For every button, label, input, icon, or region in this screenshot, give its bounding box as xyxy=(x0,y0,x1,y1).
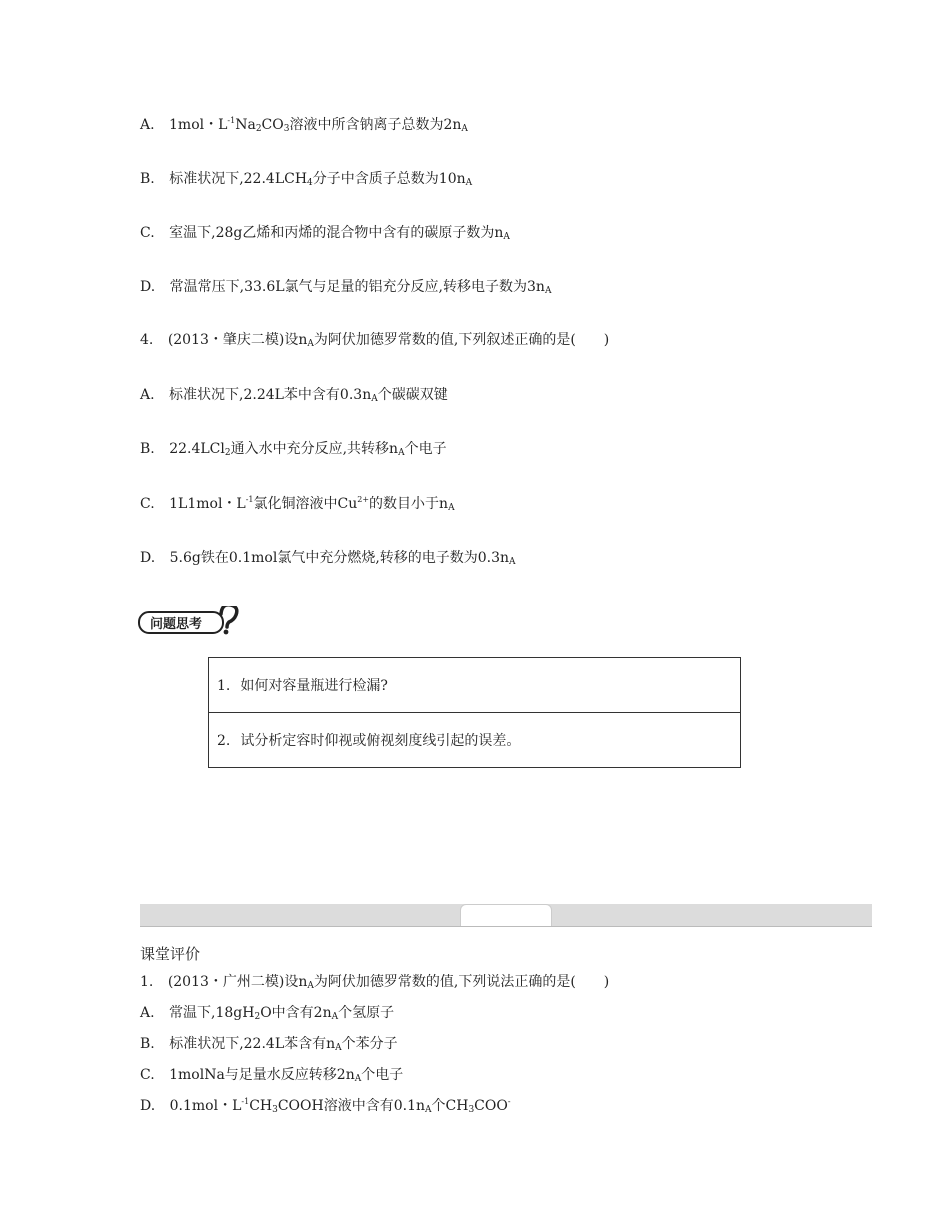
eval-option-d xyxy=(140,1097,511,1115)
eval-option-a xyxy=(140,1004,394,1022)
option-text: 标准状况下$,22.4LCH_4$分子中含质子总数为$10n_A$ xyxy=(169,171,473,188)
table-row xyxy=(209,658,741,713)
option-label: B. xyxy=(140,171,155,187)
option-label: D. xyxy=(140,1098,156,1114)
option-text: 1L1mol・$L^{-1}$氯化铜溶液中$Cu^{2+}$的数目小于$n_A$ xyxy=(169,495,455,513)
question-text: (2013・肇庆二模)设$n_A$为阿伏加德罗常数的值,下列叙述正确的是( ) xyxy=(167,332,610,349)
thinking-question-1 xyxy=(209,658,741,713)
option-label: C. xyxy=(140,1067,155,1083)
option-label: A. xyxy=(140,117,155,133)
q4-option-d xyxy=(140,549,516,567)
thinking-question-2 xyxy=(209,713,741,768)
option-text: 室温下,28g乙烯和丙烯的混合物中含有的碳原子数为$n_A$ xyxy=(169,225,510,242)
eval-option-c xyxy=(140,1066,403,1084)
option-label: B. xyxy=(140,441,155,457)
question-number: 1. xyxy=(217,678,231,694)
question-number: 4. xyxy=(140,332,154,348)
option-label: D. xyxy=(140,279,156,295)
q3-option-d xyxy=(140,278,551,296)
thinking-badge-icon xyxy=(138,606,248,636)
question-number: 1. xyxy=(140,974,154,990)
thinking-badge-label: 问题思考 xyxy=(150,617,203,632)
q3-option-b xyxy=(140,170,472,188)
option-label: C. xyxy=(140,496,155,512)
question-number: 2. xyxy=(217,733,231,749)
option-label: D. xyxy=(140,550,156,566)
q4-option-c xyxy=(140,495,455,513)
option-label: A. xyxy=(140,387,155,403)
option-text: 1mol・$L^{-1}Na_2CO_3$溶液中所含钠离子总数为$2n_A$ xyxy=(169,116,468,134)
option-label: A. xyxy=(140,1005,155,1021)
divider xyxy=(140,926,872,927)
question-text: (2013・广州二模)设$n_A$为阿伏加德罗常数的值,下列说法正确的是( ) xyxy=(167,974,610,991)
question-text: 试分析定容时仰视或俯视刻度线引起的误差。 xyxy=(240,733,521,749)
section-title: 课堂评价 xyxy=(140,945,201,963)
q4-option-a xyxy=(140,386,448,404)
option-text: 0.1mol・$L^{-1}CH_3COOH$溶液中含有$0.1n_A$个$CH_3COO^-$ xyxy=(169,1097,511,1115)
option-label: C. xyxy=(140,225,155,241)
eval-option-b xyxy=(140,1035,398,1053)
option-text: 常温常压下,33.6L氯气与足量的铝充分反应,转移电子数为$3n_A$ xyxy=(169,279,552,296)
option-text: 标准状况下,22.4L苯含有$n_A$个苯分子 xyxy=(169,1036,398,1053)
option-text: 常温下$,18gH_2O$中含有$2n_A$个氢原子 xyxy=(169,1005,395,1022)
q4-option-b xyxy=(140,440,447,458)
q3-option-a xyxy=(140,116,468,134)
eval-stem xyxy=(140,973,609,991)
option-text: 5.6g铁在0.1mol氯气中充分燃烧,转移的电子数为$0.3n_A$ xyxy=(169,550,516,567)
q3-option-c xyxy=(140,224,510,242)
option-text: 标准状况下,2.24L苯中含有$0.3n_A$个碳碳双键 xyxy=(169,387,448,404)
table-row xyxy=(209,713,741,768)
option-label: B. xyxy=(140,1036,155,1052)
section-banner-tab xyxy=(460,904,552,927)
option-text: 1molNa与足量水反应转移$2n_A$个电子 xyxy=(169,1067,404,1084)
thinking-table xyxy=(208,657,741,768)
question-text: 如何对容量瓶进行检漏? xyxy=(240,678,388,694)
option-text: 22.4LCl$_2$通入水中充分反应,共转移$n_A$个电子 xyxy=(169,441,447,458)
q4-stem xyxy=(140,331,609,349)
